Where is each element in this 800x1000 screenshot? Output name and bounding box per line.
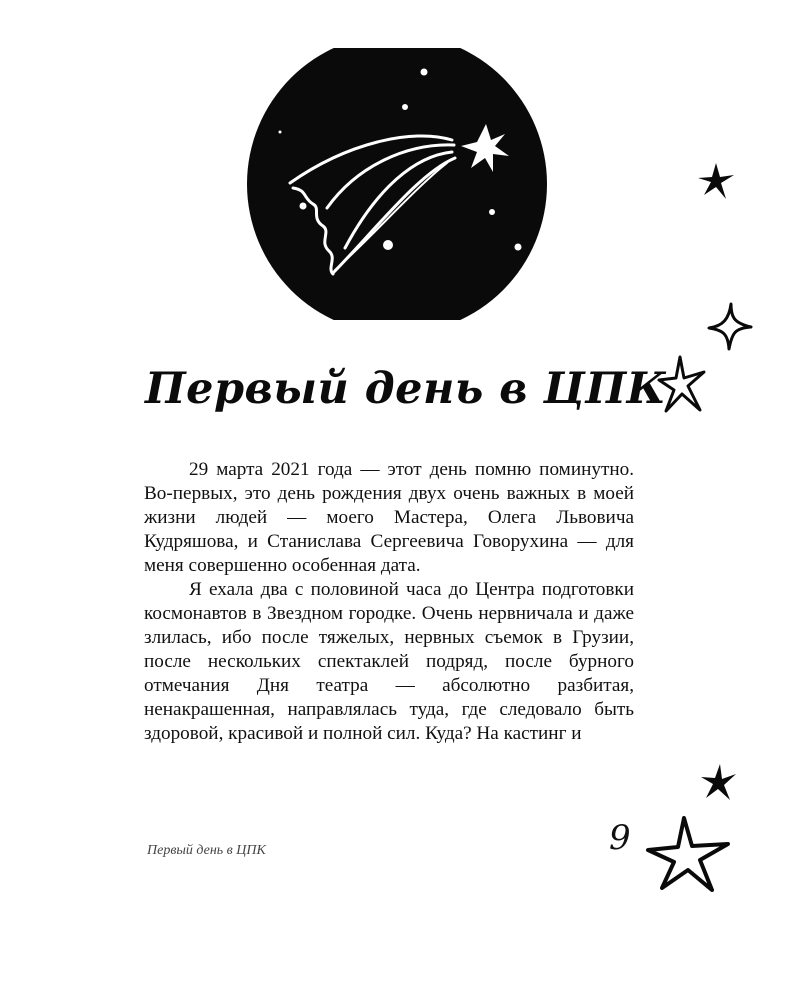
star-icon [644, 814, 734, 894]
star-icon [705, 300, 755, 352]
body-text [144, 458, 634, 746]
page-number: 9 [609, 818, 631, 858]
paragraph: Я ехала два с половиной часа до Центра подготовки космонавтов в Звездном городке. Очень нервничала и даже злилась, ибо после тяжелых, нервных съемок в Грузии, после нескольких спектаклей подряд, после бурного отмечания Дня театра — абсолютно разбитая, ненакрашенная, направлялась туда, где следовало быть здоровой, красивой и полной сил. Куда? На кастинг и [144, 579, 634, 744]
chapter-title: Первый день в ЦПК [145, 364, 667, 414]
star-icon [696, 161, 736, 201]
running-footer: Первый день в ЦПК [147, 843, 266, 858]
star-icon [698, 762, 738, 802]
shooting-star-emblem-icon [247, 48, 553, 320]
night-sky-circle [247, 48, 547, 320]
paragraph: 29 марта 2021 года — этот день помню поминутно. Во-первых, это день рождения двух очень важных в моей жизни людей — моего Мастера, Олега Львовича Кудряшова, и Станислава Сергеевича Говорухина — для меня совершенно особенная дата. [144, 459, 634, 576]
